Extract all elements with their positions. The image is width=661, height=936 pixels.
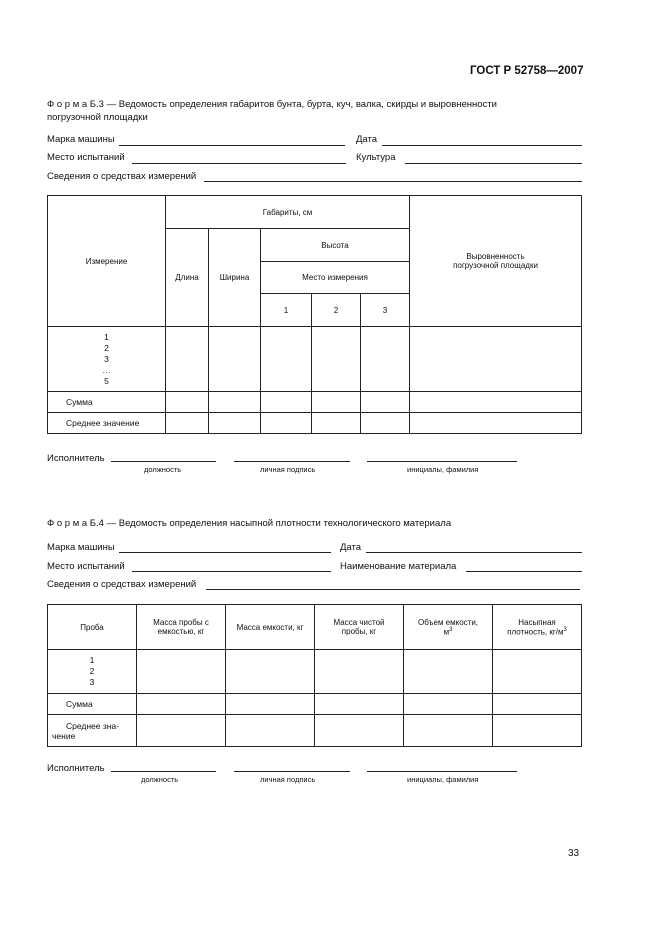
b3-col-p3: 3 — [361, 294, 410, 327]
b4-sig-position: должность — [141, 775, 179, 784]
b3-cell[interactable] — [361, 392, 410, 413]
b3-row-num: … — [102, 364, 111, 375]
b4-instruments-field[interactable] — [206, 589, 580, 590]
b3-col-width: Ширина — [209, 229, 261, 327]
b4-col-volume-line1: Объем емкости, — [417, 617, 479, 627]
b3-instruments-label: Сведения о средствах измерений — [47, 171, 197, 182]
b3-row-num: 2 — [104, 342, 109, 353]
b3-sig-position: должность — [144, 465, 182, 474]
form-b4-title: Ф о р м а Б.4 — Ведомость определения насыпной плотности технологического материала — [47, 518, 452, 529]
b3-position-field[interactable] — [111, 461, 216, 462]
b3-cell[interactable] — [166, 327, 209, 392]
b4-col-net-line1: Масса чистой — [333, 618, 385, 627]
b4-row-sum: Сумма — [48, 694, 137, 715]
page-number: 33 — [568, 848, 580, 859]
b3-sig-signature: личная подпись — [260, 465, 316, 474]
b4-row-mean — [48, 715, 137, 747]
b4-sig-name: инициалы, фамилия — [407, 775, 479, 784]
b4-cell[interactable] — [137, 650, 226, 694]
b4-machine-field[interactable] — [119, 552, 331, 553]
b4-cell[interactable] — [315, 715, 404, 747]
b3-row-sum: Сумма — [48, 392, 166, 413]
b4-col-density-line1: Насыпная — [518, 617, 556, 627]
b3-col-place: Место измерения — [261, 262, 410, 294]
b3-cell[interactable] — [361, 327, 410, 392]
b3-date-label: Дата — [356, 134, 378, 145]
form-b3-title — [47, 98, 587, 124]
b3-cell[interactable] — [312, 392, 361, 413]
standard-number: ГОСТ Р 52758—2007 — [470, 65, 584, 77]
b3-signature-field[interactable] — [234, 461, 350, 462]
b4-col-volume — [404, 605, 493, 650]
b3-cell[interactable] — [261, 413, 312, 434]
b4-machine-label: Марка машины — [47, 542, 115, 553]
b3-instruments-field[interactable] — [204, 181, 582, 182]
b4-cell[interactable] — [493, 694, 582, 715]
b3-cell[interactable] — [261, 327, 312, 392]
b3-table — [47, 195, 582, 434]
b4-material-field[interactable] — [466, 571, 582, 572]
b4-col-mass-with-line1: Масса пробы с — [153, 618, 209, 627]
b3-date-field[interactable] — [382, 145, 582, 146]
b3-machine-field[interactable] — [119, 145, 345, 146]
b4-col-net — [315, 605, 404, 650]
b4-name-field[interactable] — [367, 771, 517, 772]
b4-tester-label: Место испытаний — [47, 561, 125, 572]
b4-col-volume-unit: м — [443, 627, 450, 637]
b4-row-num: 3 — [89, 677, 95, 687]
b3-cell[interactable] — [361, 413, 410, 434]
b3-cell[interactable] — [312, 327, 361, 392]
b4-cell[interactable] — [315, 650, 404, 694]
b4-cell[interactable] — [137, 715, 226, 747]
b4-date-label: Дата — [340, 542, 362, 553]
b4-cell[interactable] — [137, 694, 226, 715]
form-b3-title-line1: Ф о р м а Б.3 — Ведомость определения габаритов бунта, бурта, куч, валка, скирды и выровненности — [47, 99, 497, 110]
b3-culture-label: Культура — [356, 152, 396, 163]
b3-cell[interactable] — [166, 413, 209, 434]
b3-row-mean: Среднее значение — [48, 413, 166, 434]
b3-col-evenness-line2: погрузочной площадки — [453, 261, 538, 270]
b3-cell[interactable] — [209, 413, 261, 434]
b3-row-num: 1 — [104, 331, 109, 342]
b3-name-field[interactable] — [367, 461, 517, 462]
b4-tester-field[interactable] — [132, 571, 331, 572]
b4-position-field[interactable] — [111, 771, 216, 772]
b3-cell[interactable] — [312, 413, 361, 434]
b3-col-height: Высота — [261, 229, 410, 262]
b4-row-num: 2 — [89, 666, 95, 676]
b3-col-evenness — [410, 196, 582, 327]
b3-executor-label: Исполнитель — [47, 453, 105, 464]
b4-cell[interactable] — [226, 694, 315, 715]
b3-cell[interactable] — [209, 327, 261, 392]
b3-cell[interactable] — [261, 392, 312, 413]
b4-col-container: Масса емкости, кг — [226, 605, 315, 650]
b3-tester-field[interactable] — [132, 163, 346, 164]
b3-tester-label: Место испытаний — [47, 152, 125, 163]
b3-cell[interactable] — [410, 327, 582, 392]
b4-cell[interactable] — [404, 694, 493, 715]
b3-col-length: Длина — [166, 229, 209, 327]
b4-row-mean-line2: чение — [52, 730, 76, 741]
b3-machine-label: Марка машины — [47, 134, 115, 145]
b3-sig-name: инициалы, фамилия — [407, 465, 479, 474]
b4-col-mass-with — [137, 605, 226, 650]
b4-row-num: 1 — [89, 655, 95, 665]
b4-col-sample: Проба — [48, 605, 137, 650]
b4-signature-field[interactable] — [234, 771, 350, 772]
b4-col-mass-with-line2: емкостью, кг — [157, 627, 205, 636]
b4-col-volume-sup: 3 — [449, 626, 453, 633]
b4-instruments-label: Сведения о средствах измерений — [47, 579, 197, 590]
b3-col-measure: Измерение — [48, 196, 166, 327]
b3-col-dims: Габариты, см — [166, 196, 410, 229]
b3-col-p1: 1 — [261, 294, 312, 327]
b4-col-density-unit: плотность, кг/м — [507, 627, 564, 637]
b3-col-evenness-line1: Выровненность — [466, 252, 525, 261]
b4-col-net-line2: пробы, кг — [341, 627, 377, 636]
b4-material-label: Наименование материала — [340, 561, 457, 572]
b4-table — [47, 604, 582, 747]
form-b3-title-line2: погрузочной площадки — [47, 112, 148, 123]
b3-col-p2: 2 — [312, 294, 361, 327]
b4-col-volume-line2 — [404, 627, 492, 637]
b3-row-numbers — [48, 327, 166, 392]
b4-col-density — [493, 605, 582, 650]
b4-cell[interactable] — [404, 650, 493, 694]
b4-executor-label: Исполнитель — [47, 763, 105, 774]
b3-cell[interactable] — [410, 413, 582, 434]
b4-cell[interactable] — [315, 694, 404, 715]
b3-row-num: 5 — [104, 375, 109, 386]
b3-cell[interactable] — [166, 392, 209, 413]
b3-culture-field[interactable] — [405, 163, 582, 164]
b4-sig-signature: личная подпись — [260, 775, 316, 784]
b3-row-num: 3 — [104, 353, 109, 364]
b4-cell[interactable] — [493, 715, 582, 747]
b4-row-mean-line1: Среднее зна- — [66, 720, 120, 731]
b3-cell[interactable] — [209, 392, 261, 413]
b4-col-density-sup: 3 — [563, 626, 567, 633]
b4-cell[interactable] — [226, 715, 315, 747]
b4-cell[interactable] — [493, 650, 582, 694]
b3-cell[interactable] — [410, 392, 582, 413]
b4-cell[interactable] — [226, 650, 315, 694]
b4-row-numbers — [48, 650, 137, 694]
b4-col-density-line2 — [493, 627, 581, 637]
b4-cell[interactable] — [404, 715, 493, 747]
b4-date-field[interactable] — [366, 552, 582, 553]
